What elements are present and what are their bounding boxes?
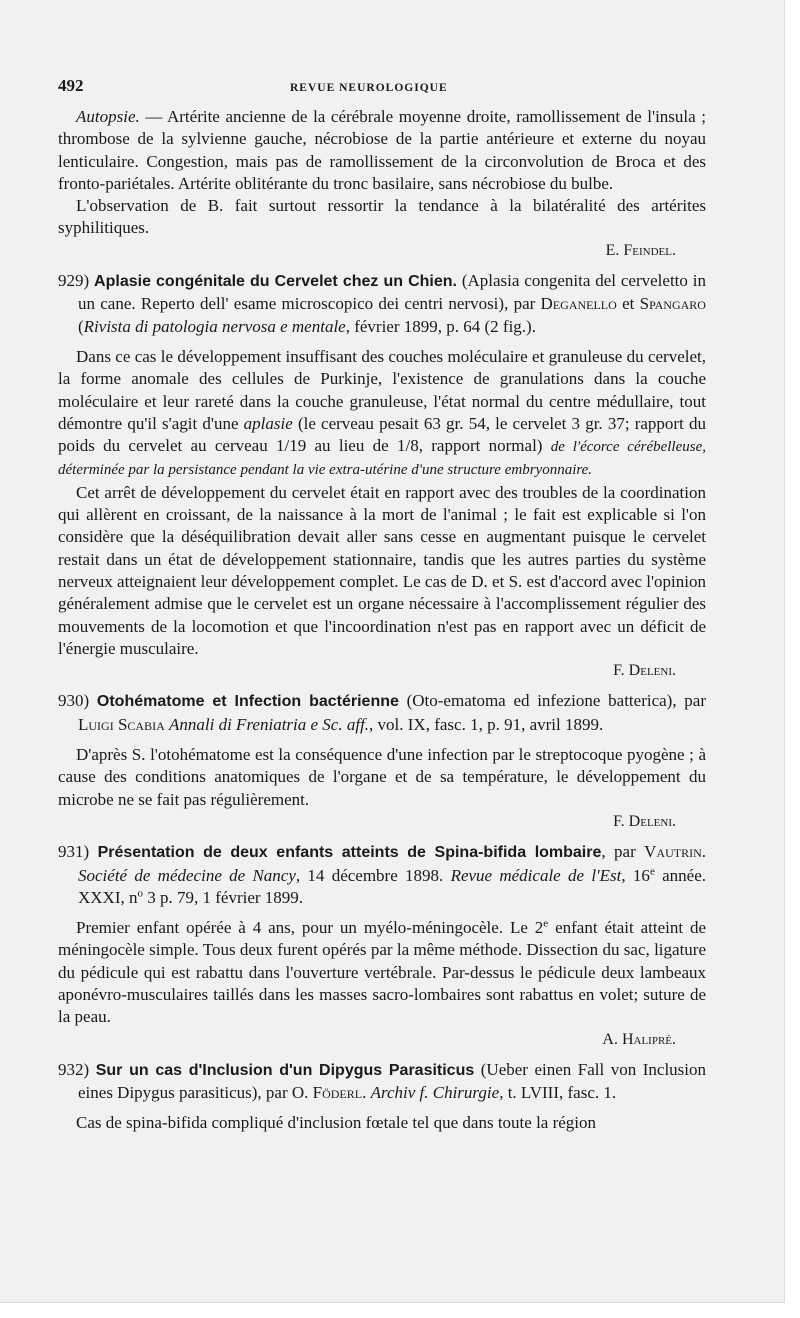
author-deganello: Deganello — [540, 294, 617, 314]
entry-931-title: Présentation de deux enfants atteints de Spina-bifida lombaire — [97, 844, 602, 862]
signature-deleni-929: F. Deleni. — [613, 662, 676, 680]
entry-930-heading: 930) Otohématome et Infection bactérienne (Oto-ematoma ed infezione batterica), par Luigi Scabia Annali di Freniatria e Sc. aff., vol. IX, fasc. 1, p. 91, avril 1899. — [58, 691, 707, 734]
entry-931-heading: 931) Présentation de deux enfants atteints de Spina-bifida lombaire, par Vautrin. Société de médecine de Nancy, 14 décembre 1898. Revue médicale de l'Est, 16e année. XXXI, $n^o$ 3 p. 79, 1 février 1899. — [58, 842, 706, 907]
entry-930-title: Otohématome et Infection bactérienne — [96, 693, 399, 711]
entry-930-number: 930) — [58, 691, 90, 711]
entry-932-number: 932) — [58, 1059, 90, 1079]
signature-halipre: A. Halipré. — [602, 1030, 676, 1048]
entry-929-para1: Dans ce cas le développement insuffisant des couches moléculaire et granuleuse du cervelet, la forme anomale des cellules de Purkinje, l'existence de granulations dans la couche moléculaire et leur rareté dans la couche granuleuse, l'état normal du centre médullaire, tout démontre qu'il s'agit d'une aplasie (le cerveau pesait 63 gr. 54, le cervelet 3 gr. 37; rapport du poids du cervelet au cerveau 1/19 au lieu de 1/8, rapport normal) de l'écorce cérébelleuse, déterminée par la persistance pendant la vie extra-utérine d'une structure embryonnaire. — [58, 346, 706, 479]
author-foderl: Föderl — [312, 1083, 363, 1103]
entry-931-para: Premier enfant opérée à 4 ans, pour un myélo-méningocèle. Le 2e enfant était atteint de méningocèle simple. Tous deux furent opérés par la même méthode. Dissection du sac, ligature du pédicule qui est rabattu dans l'ouverture vertébrale. Par-dessus le pédicule deux lambeaux aponévro-musculaires taillés dans les masses sacro-lombaires sont rabattus en volet; suture de la peau. — [58, 917, 707, 1027]
journal-rivista: Rivista di patologia nervosa e mentale — [83, 316, 346, 336]
journal-societe-nancy: Société de médecine de Nancy — [78, 865, 296, 885]
entry-929-title: Aplasie congénitale du Cervelet chez un Chien. — [94, 273, 457, 291]
author-vautrin: Vautrin — [644, 842, 702, 862]
running-title: REVUE NEUROLOGIQUE — [290, 82, 448, 94]
observation-text: L'observation de B. fait surtout ressortir la tendance à la bilatéralité des artérites syphilitiques. — [58, 196, 706, 238]
entry-932-title: Sur un cas d'Inclusion d'un Dipygus Parasiticus — [95, 1061, 475, 1079]
entry-929-para2: Cet arrêt de développement du cervelet était en rapport avec des troubles de la coordination qui allèrent en croissant, de la naissance à la mort de l'animal ; le fait est explicable si l'on considère que la déséquilibration devait aller sans cesse en augmentant puisque le cervelet restait dans un état de développement stationnaire, tandis que les autres parties du système nerveux atteignaient leur développement complet. Le cas de D. et S. est d'accord avec l'opinion généralement admise que le cervelet est un organe nécessaire à l'accomplissement régulier des mouvements de la locomotion et que l'incoordination n'est pas en rapport avec un déficit de l'énergie musculaire. — [58, 482, 706, 658]
signature-deleni-930: F. Deleni. — [613, 812, 676, 830]
autopsie-text: — Artérite ancienne de la cérébrale moyenne droite, ramollissement de l'insula ; thrombose de la sylvienne gauche, nécrobiose de la partie antérieure et externe du noyau lenticulaire. Congestion, mais pas de ramollissement de la circonvolution de Broca et des fronto-pariétales. Artérite oblitérante du tronc basilaire, sans nécrobiose du bulbe. — [58, 107, 706, 193]
page-header — [58, 76, 706, 106]
entry-932-para: Cas de spina-bifida compliqué d'inclusion fœtale tel que dans toute la région — [76, 1113, 597, 1133]
page-number: 492 — [58, 76, 84, 95]
author-scabia: Luigi Scabia — [78, 714, 165, 734]
journal-archiv: Archiv f. Chirurgie — [370, 1083, 500, 1103]
signature-feindel: E. Feindel. — [605, 241, 676, 259]
autopsie-paragraph — [58, 106, 706, 195]
entry-929-heading: 929) Aplasie congénitale du Cervelet chez un Chien. (Aplasia congenita del cerveletto in un cane. Reperto dell' esame microscopico dei centri nervosi), par Deganello et Spangaro (Rivista di patologia nervosa e mentale, février 1899, p. 64 (2 fig.). — [58, 271, 706, 336]
entry-929-number: 929) — [58, 271, 90, 291]
journal-revue-est: Revue médicale de l'Est — [450, 865, 622, 885]
entry-930-para: D'après S. l'otohématome est la conséquence d'une infection par le streptocoque pyogène ; à cause des conditions anatomiques de l'organe et de sa température, le développement du microbe ne se fait pas régulièrement. — [58, 745, 706, 809]
observation-paragraph — [58, 195, 706, 240]
page-content — [58, 76, 706, 1135]
entry-931-number: 931) — [58, 842, 90, 862]
journal-annali: Annali di Freniatria e Sc. aff. — [169, 714, 370, 734]
autopsie-label: Autopsie. — [76, 107, 140, 126]
author-spangaro: Spangaro — [639, 294, 706, 314]
entry-932-heading: 932) Sur un cas d'Inclusion d'un Dipygus Parasiticus (Ueber einen Fall von Inclusion eines Dipygus parasiticus), par O. Föderl. Archiv f. Chirurgie, t. LVIII, fasc. 1. — [58, 1059, 707, 1103]
